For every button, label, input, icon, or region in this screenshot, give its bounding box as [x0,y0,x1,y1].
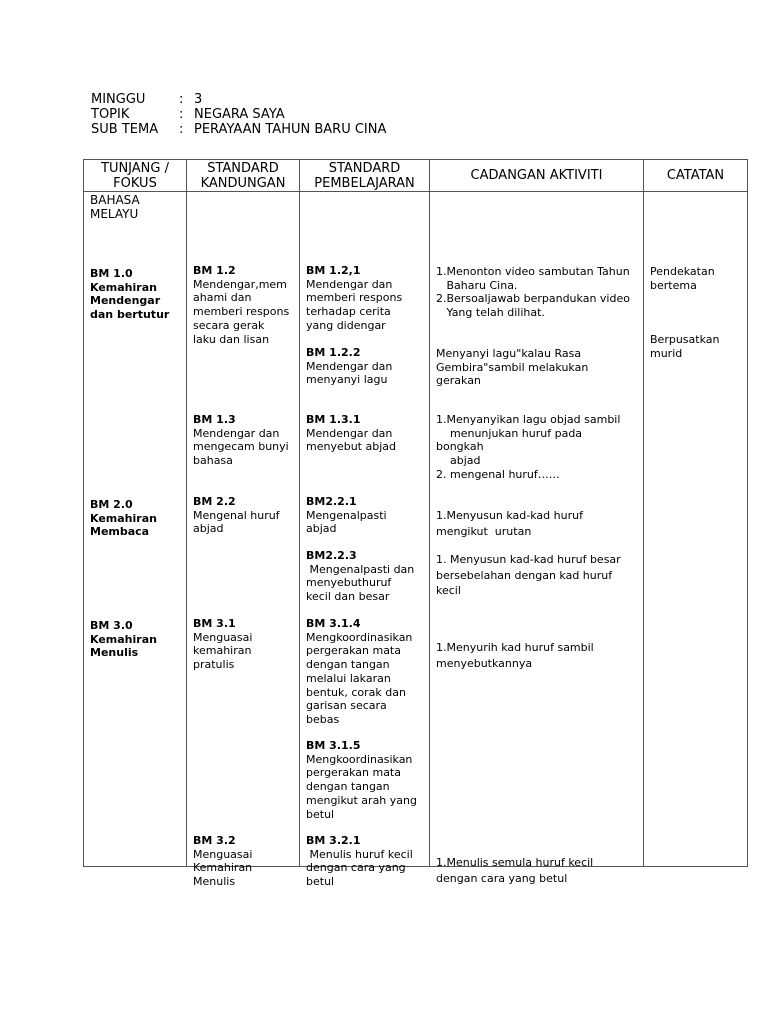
catatan-1 [650,265,715,292]
pembelajaran-bm131 [306,413,396,454]
text-line: Membaca [90,525,150,539]
text-line: dengan cara yang betul [436,871,568,885]
text-line: Mengkoordinasikan [306,630,413,644]
text-line: dengan tangan [306,780,390,794]
text-line: KANDUNGAN [200,175,286,191]
text-line: Menguasai [193,847,253,861]
text-line: menyanyi lagu [306,373,388,387]
header-kandungan [187,160,300,192]
aktiviti-3 [436,413,620,482]
subtema-value: PERAYAAN TAHUN BARU CINA [194,122,387,137]
text-line: 2. mengenal huruf…… [436,467,560,481]
text-line: BM 1.0 [90,267,133,280]
text-line: mengecam bunyi [193,440,289,454]
text-line: bertema [650,278,697,292]
text-line: Mengenalpasti dan [306,562,415,576]
text-line: Mengenalpasti [306,508,387,522]
text-line: betul [306,875,335,889]
kandungan-bm31 [193,617,252,672]
text-line: abjad [306,522,337,536]
text-line: 1. Menyusun kad-kad huruf besar [436,553,621,566]
kandungan-bm32 [193,834,252,889]
pembelajaran-bm121 [306,264,402,333]
text-line: Baharu Cina. [436,278,518,292]
text-line: Kemahiran [90,632,157,646]
text-line: Menyanyi lagu"kalau Rasa [436,347,582,360]
text-line: STANDARD [207,160,279,176]
text-line: Mendengar,mem [193,277,287,291]
text-line: Kemahiran [90,280,157,294]
colon: : [179,107,184,122]
text-line: Menulis [90,646,139,660]
text-line: Mengkoordinasikan [306,752,413,766]
pembelajaran-bm314 [306,617,412,727]
tunjang-bm1 [90,267,169,322]
colon: : [179,122,184,137]
text-line: BM 3.0 [90,619,133,632]
standard-code: BM 2.2 [193,495,236,508]
pembelajaran-bm223 [306,549,414,604]
text-line: mengikut arah yang [306,793,417,807]
text-line: bongkah [436,440,484,454]
lesson-plan-table [83,159,748,889]
standard-code: BM 1.2,1 [306,264,361,277]
text-line: 1.Menulis semula huruf kecil [436,856,594,869]
pembelajaran-bm321 [306,834,413,889]
text-line: Mendengar dan [306,426,393,440]
tunjang-bm2 [90,498,157,539]
text-line: 1.Menyanyikan lagu objad sambil [436,413,621,426]
pembelajaran-bm315 [306,739,417,821]
table-body-row [84,192,748,867]
text-line: kecil [436,584,461,597]
aktiviti-1 [436,265,630,320]
text-line: Mendengar [90,294,161,308]
text-line: pergerakan mata [306,766,401,780]
standard-code: BM 3.1 [193,617,236,630]
text-line: menunjukan huruf pada [436,426,583,440]
tunjang-bm3 [90,619,157,660]
text-line: murid [650,346,683,360]
text-line: Mendengar dan [193,426,280,440]
text-line: gerakan [436,374,481,388]
text-line: garisan secara [306,699,387,713]
standard-code: BM 1.3.1 [306,413,361,426]
text-line: pratulis [193,658,235,672]
text-line: 1.Menonton video sambutan Tahun [436,265,630,278]
standard-code: BM 3.2 [193,834,236,847]
topik-label: TOPIK [91,107,130,122]
text-line: dengan cara yang [306,861,406,875]
text-line: PEMBELAJARAN [314,175,415,191]
text-line: betul [306,807,335,821]
pembelajaran-bm221 [306,495,387,536]
text-line: Mendengar dan [306,277,393,291]
subtema-label: SUB TEMA [91,122,159,137]
table-header-row [84,160,748,192]
text-line: bersebelahan dengan kad huruf [436,568,613,582]
text-line: abjad [193,522,224,536]
standard-code: BM 1.3 [193,413,236,426]
text-line: Kemahiran [193,861,253,875]
text-line: Berpusatkan [650,333,720,346]
text-line: BM 2.0 [90,498,133,511]
text-line: Gembira"sambil melakukan [436,360,589,374]
catatan-column [644,192,748,867]
standard-code: BM2.2.1 [306,495,357,508]
text-line: menyebut abjad [306,440,396,454]
text-line: MELAYU [90,207,139,221]
text-line: memberi respons [306,291,403,305]
text-line: STANDARD [328,160,401,176]
aktiviti-5 [436,552,621,599]
text-line: pergerakan mata [306,644,401,658]
aktiviti-2 [436,347,588,388]
text-line: Mengenal huruf [193,508,280,522]
aktiviti-column [430,192,644,885]
colon: : [179,92,184,107]
header-tunjang [84,160,187,192]
text-line: FOKUS [113,175,157,191]
text-line: terhadap cerita [306,305,391,319]
minggu-value: 3 [194,92,203,107]
text-line: dengan tangan [306,658,390,672]
text-line: bahasa [193,454,233,468]
kandungan-bm13 [193,413,289,468]
kandungan-bm22 [193,495,280,536]
header-catatan: CATATAN [644,160,748,192]
text-line: abjad [436,454,481,468]
text-line: menyebutkannya [436,656,533,670]
kandungan-bm12 [193,264,289,346]
standard-code: BM 3.2.1 [306,834,361,847]
text-line: bebas [306,712,340,726]
text-line: bentuk, corak dan [306,685,406,699]
text-line: kecil dan besar [306,590,390,604]
standard-code: BM 3.1.5 [306,739,361,752]
standard-code: BM 1.2 [193,264,236,277]
catatan-2 [650,333,719,360]
text-line: Menulis huruf kecil [306,847,413,861]
text-line: Yang telah dilihat. [436,306,545,320]
header-aktiviti: CADANGAN AKTIVITI [430,160,644,192]
standard-code: BM2.2.3 [306,549,357,562]
text-line: mengikut urutan [436,524,532,538]
text-line: yang didengar [306,318,386,332]
pembelajaran-column [300,192,430,889]
text-line: TUNJANG / [101,160,169,176]
text-line: 1.Menyusun kad-kad huruf [436,509,583,522]
text-line: ahami dan [193,291,252,305]
text-line: melalui lakaran [306,671,391,685]
pembelajaran-bm122 [306,346,392,387]
text-line: 1.Menyurih kad huruf sambil [436,641,594,654]
kandungan-column [187,192,300,889]
standard-code: BM 3.1.4 [306,617,361,630]
topik-value: NEGARA SAYA [194,107,285,122]
aktiviti-6 [436,640,594,671]
text-line: laku dan lisan [193,332,270,346]
aktiviti-4 [436,508,583,539]
text-line: Kemahiran [90,511,157,525]
minggu-label: MINGGU [91,92,146,107]
text-line: Menguasai [193,630,253,644]
text-line: Mendengar dan [306,359,393,373]
text-line: memberi respons [193,305,290,319]
text-line: Pendekatan [650,265,715,278]
aktiviti-7 [436,855,593,886]
text-line: menyebuthuruf [306,576,392,590]
tunjang-column [84,192,187,867]
text-line: 2.Bersoaljawab berpandukan video [436,292,630,306]
text-line: dan bertutur [90,308,170,322]
subject-label [90,193,140,221]
text-line: secara gerak [193,318,265,332]
text-line: BAHASA [90,193,140,207]
text-line: Menulis [193,875,236,889]
text-line: kemahiran [193,644,252,658]
header-pembelajaran [300,160,430,192]
standard-code: BM 1.2.2 [306,346,361,359]
